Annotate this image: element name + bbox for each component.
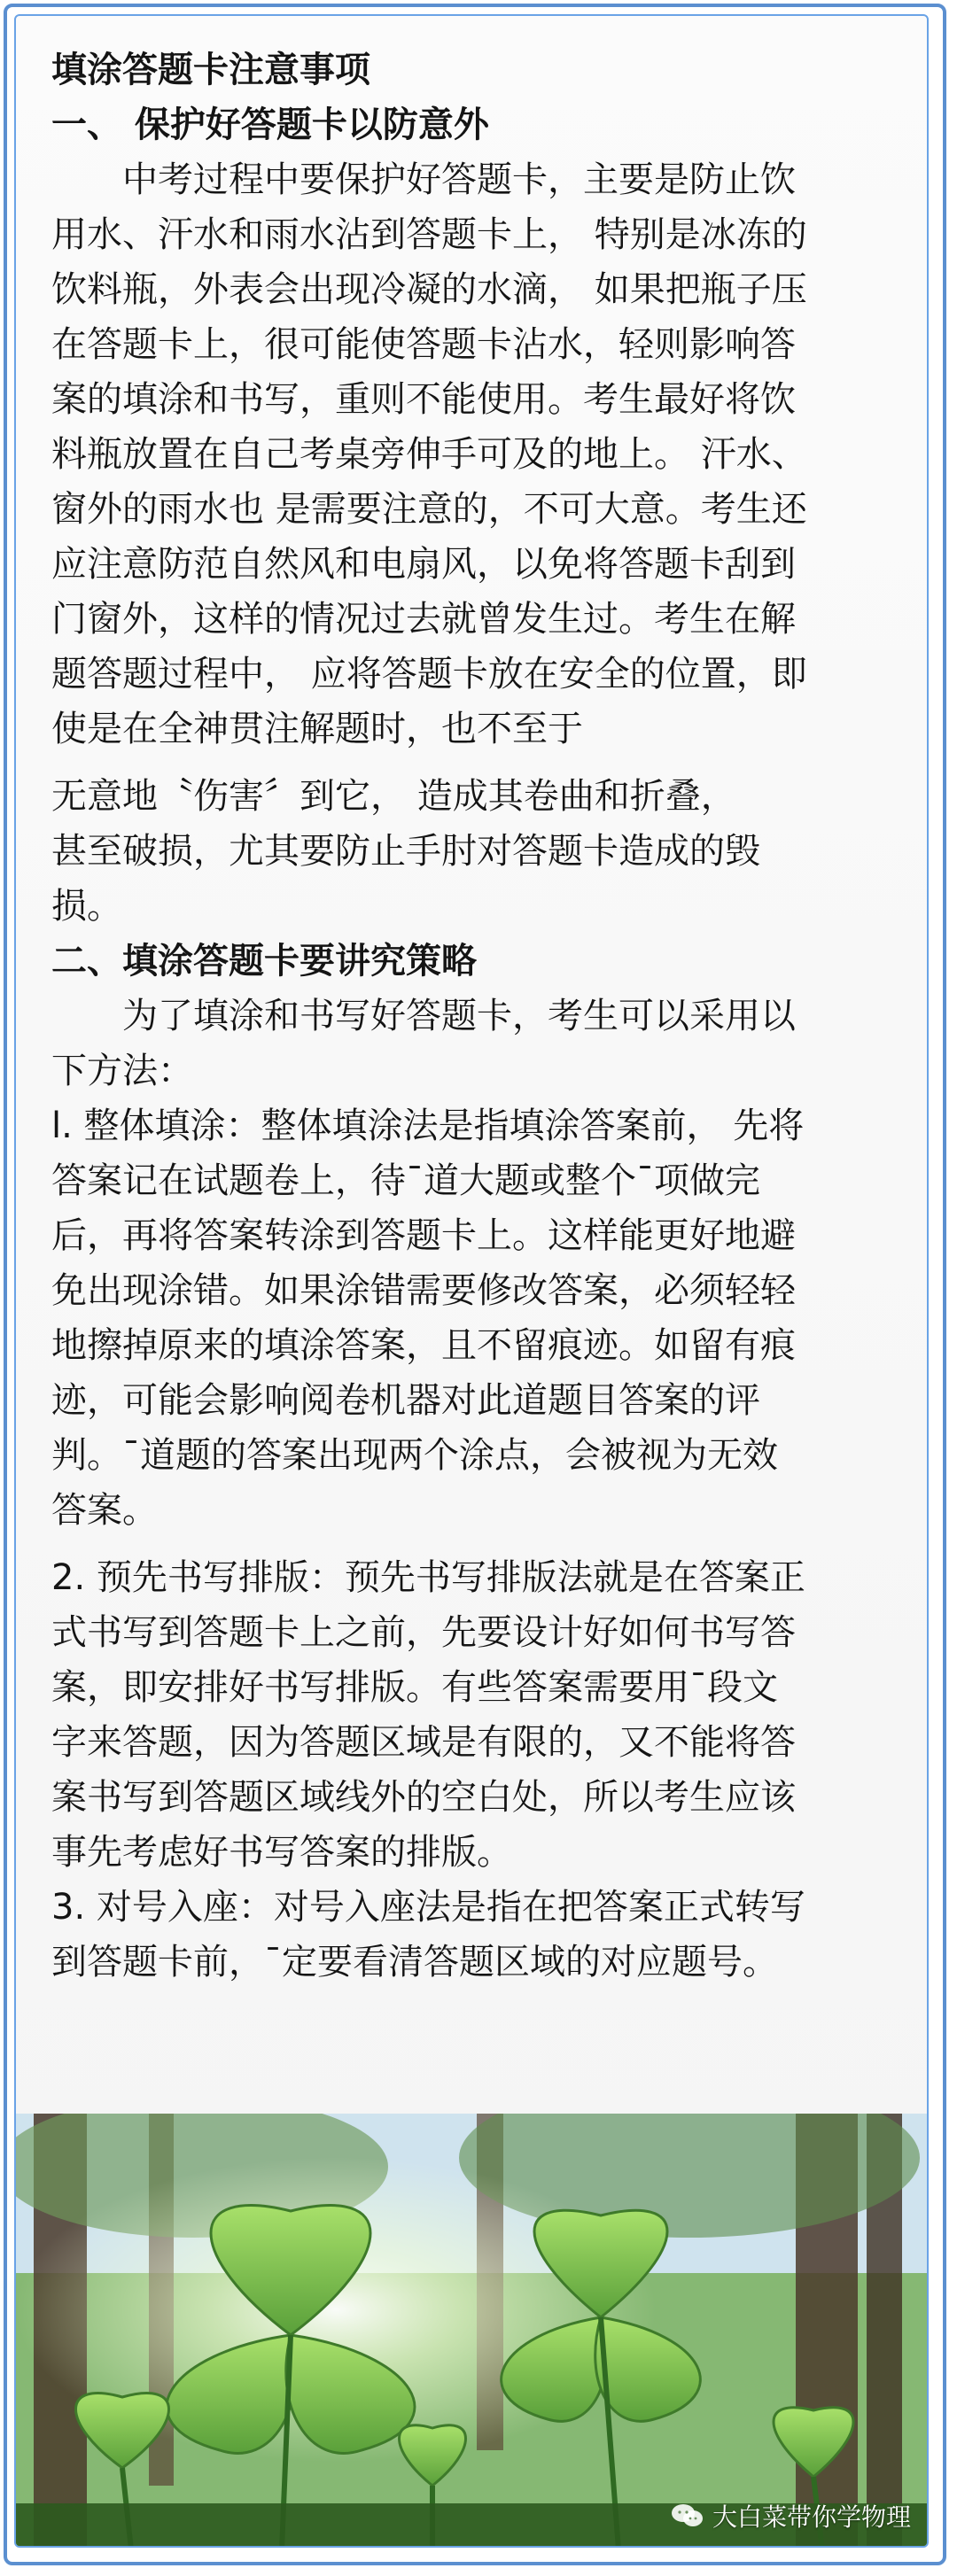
method-item-3-line: 3. 对号入座：对号入座法是指在把答案正式转写: [51, 1887, 805, 1928]
section1-line: 中考过程中要保护好答题卡，主要是防止饮: [122, 159, 796, 200]
method-item-2-line: 2. 预先书写排版：预先书写排版法就是在答案正: [51, 1557, 805, 1598]
method-item-1-line: 免出现涂错。如果涂错需要修改答案，必须轻轻: [51, 1270, 796, 1311]
watermark-text: 大白菜带你学物理: [712, 2502, 911, 2532]
method-item-3-line: 到答题卡前，¯定要看清答题区域的对应题号。: [51, 1942, 778, 1982]
method-item-3: [51, 1880, 891, 1990]
method-item-1-line: 判。¯道题的答案出现两个涂点，会被视为无效: [51, 1435, 778, 1476]
section1-line: 在答题卡上，很可能使答题卡沾水，轻则影响答: [51, 324, 796, 365]
document-title: 填涂答题卡注意事项: [51, 50, 370, 90]
section1-line: 损。: [51, 886, 122, 927]
section1-line: 饮料瓶，外表会出现冷凝的水滴， 如果把瓶子压: [51, 269, 807, 310]
method-item-1-line: 答案。: [51, 1490, 158, 1531]
inner-frame: [14, 14, 929, 2548]
section2-intro: [51, 989, 891, 1098]
section1-line: 应注意防范自然风和电扇风，以免将答题卡刮到: [51, 544, 796, 585]
section1-line: 无意地〝伤害〞到它， 造成其卷曲和折叠，: [51, 776, 736, 817]
wechat-icon: [670, 2502, 705, 2530]
section1-line: 用水、汗水和雨水沾到答题卡上， 特别是冰冻的: [51, 214, 807, 255]
method-item-1-line: 迹，可能会影响阅卷机器对此道题目答案的评: [51, 1380, 760, 1421]
section1-line: 案的填涂和书写，重则不能使用。考生最好将饮: [51, 379, 796, 420]
watermark: [670, 2498, 911, 2533]
section1-line: 门窗外，这样的情况过去就曾发生过。考生在解: [51, 599, 796, 640]
method-item-2-line: 案，即安排好书写排版。有些答案需要用¯段文: [51, 1667, 778, 1708]
method-item-2-line: 字来答题，因为答题区域是有限的，又不能将答: [51, 1722, 796, 1763]
clover-leaves-illustration: [16, 2114, 927, 2548]
section1-line: 料瓶放置在自己考桌旁伸手可及的地上。 汗水、: [51, 434, 807, 475]
method-item-2-line: 式书写到答题卡上之前，先要设计好如何书写答: [51, 1612, 796, 1653]
method-item-2-line: 案书写到答题区域线外的空白处，所以考生应该: [51, 1777, 796, 1818]
section1-line: 甚至破损，尤其要防止手肘对答题卡造成的毁: [51, 831, 760, 872]
clover-photo: [16, 2114, 927, 2548]
section1-heading: 一、 保护好答题卡以防意外: [51, 105, 489, 145]
section2-heading: 二、填涂答题卡要讲究策略: [51, 941, 477, 982]
method-item-2-line: 事先考虑好书写答案的排版。: [51, 1832, 512, 1873]
method-item-1-line: 后，再将答案转涂到答题卡上。这样能更好地避: [51, 1215, 796, 1256]
method-item-1: [51, 1098, 891, 1538]
section2-intro-line: 下方法：: [51, 1051, 193, 1091]
method-item-1-line: 地擦掉原来的填涂答案，且不留痕迹。如留有痕: [51, 1325, 796, 1366]
section1-paragraph: [51, 152, 891, 934]
document-body: [16, 16, 927, 2107]
section1-line: 窗外的雨水也 是需要注意的，不可大意。考生还: [51, 489, 807, 530]
section2-intro-line: 为了填涂和书写好答题卡，考生可以采用以: [122, 996, 796, 1036]
section1-line: 题答题过程中， 应将答题卡放在安全的位置，即: [51, 654, 807, 694]
method-item-1-line: 答案记在试题卷上，待¯道大题或整个¯项做完: [51, 1160, 760, 1201]
method-item-2: [51, 1550, 891, 1880]
method-item-1-line: l. 整体填涂：整体填涂法是指填涂答案前， 先将: [51, 1106, 805, 1146]
section1-line: 使是在全神贯注解题时，也不至于: [51, 709, 583, 749]
